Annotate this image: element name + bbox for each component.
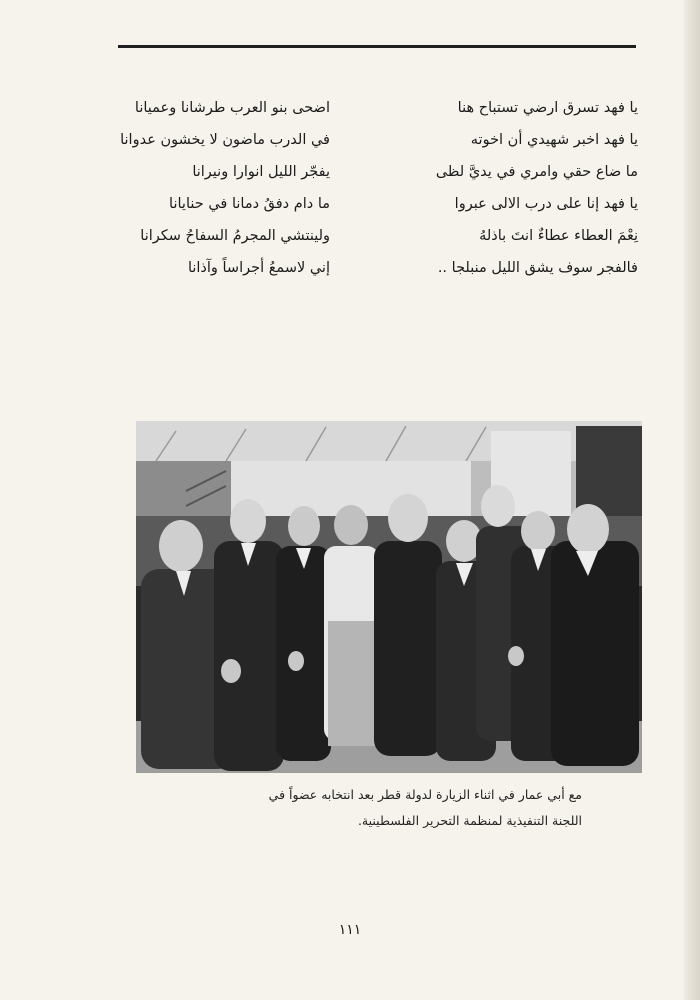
poem-line: يا فهد إنا على درب الالى عبروا — [454, 196, 638, 212]
photo-caption — [150, 782, 582, 834]
page-number: ١١١ — [338, 922, 362, 938]
poem-line: يا فهد اخبر شهيدي أن اخوته — [470, 132, 638, 148]
poem-line: فالفجر سوف يشق الليل منبلجا .. — [437, 260, 638, 276]
group-photo — [136, 421, 642, 773]
poem-line: يا فهد تسرق ارضي تستباح هنا — [457, 100, 638, 116]
poem-line: ما دام دفقُ دمانا في حنايانا — [169, 196, 330, 212]
poem-line: ولينتشي المجرمُ السفاحُ سكرانا — [140, 228, 330, 244]
page-edge — [684, 0, 700, 1000]
poem-column-left — [90, 92, 330, 284]
caption-line: اللجنة التنفيذية لمنظمة التحرير الفلسطينية. — [357, 813, 582, 828]
poem-line: ما ضاع حقي وامري في يديَّ لظى — [435, 164, 638, 180]
group-photo-icon — [136, 421, 642, 773]
poem-column-right — [376, 92, 638, 284]
caption-line: مع أبي عمار في اثناء الزيارة لدولة قطر بعد انتخابه عضواً في — [268, 787, 582, 802]
poem-line: نِعْمَ العطاء عطاءٌ انتَ باذلهُ — [479, 228, 638, 244]
header-rule — [118, 45, 636, 48]
poem-line: يفجّر الليل انوارا ونيرانا — [192, 164, 330, 180]
poem-line: اضحى بنو العرب طرشانا وعميانا — [134, 100, 330, 116]
poem-line: في الدرب ماضون لا يخشون عدوانا — [120, 132, 330, 148]
poem-line: إني لاسمعُ أجراساً وآذانا — [187, 260, 330, 276]
